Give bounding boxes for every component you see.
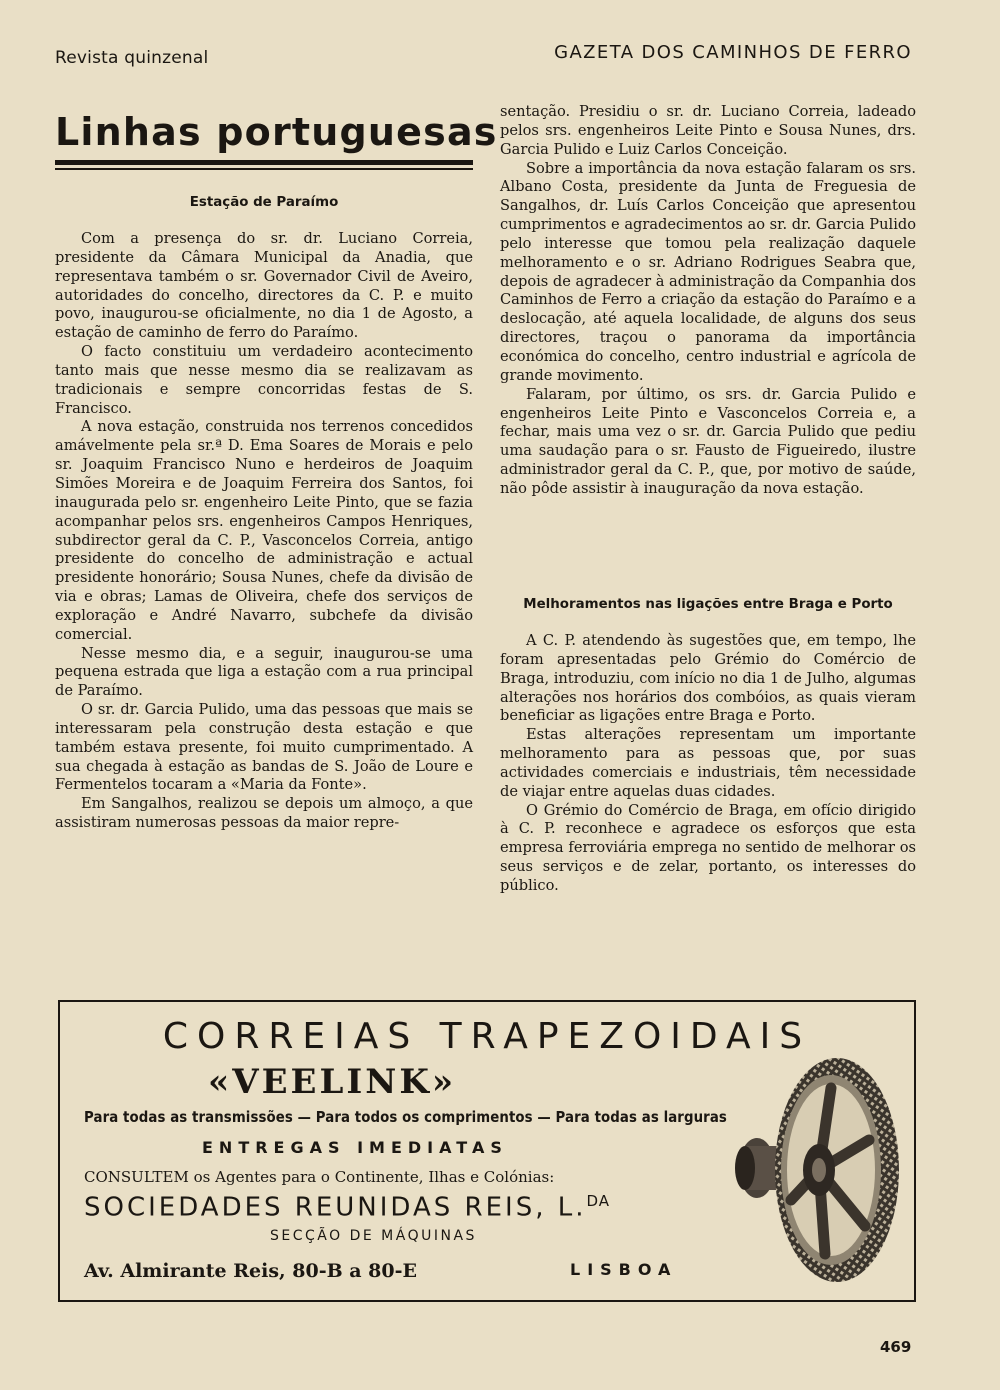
ad-tagline: Para todas as transmissões — Para todos os comprimentos — Para todas as larguras — [84, 1108, 727, 1126]
paragraph: A nova estação, construida nos terrenos concedidos amávelmente pela sr.ª D. Ema Soares de Morais e pelo sr. Joaquim Francisco Nuno e herdeiros de Joaquim Simões Moreira e de Joaquim Ferreira dos Santos, foi inaugurada pelo sr. engenheiro Leite Pinto, que se fazia acompanhar pelos srs. engenheiros Campos Henriques, subdirector geral da C. P., Vasconcelos Correia, antigo presidente do concelho de administração e actual presidente honorário; Sousa Nunes, chefe da divisão de via e obras; Lamas de Oliveira, chefe dos serviços de exploração e André Navarro, subchefe da divisão comercial. — [55, 418, 473, 643]
paragraph: A C. P. atendendo às sugestões que, em tempo, lhe foram apresentadas pelo Grémio do Comércio de Braga, introduziu, com início no dia 1 de Julho, algumas alterações nos horários dos combóios, as quais vieram beneficiar as ligações entre Braga e Porto. — [500, 632, 916, 725]
section-heading-paraimo: Estação de Paraímo — [189, 195, 339, 210]
paragraph: O Grémio do Comércio de Braga, em ofício dirigido à C. P. reconhece e agradece os esforços que esta empresa ferroviária emprega no sentido de melhorar os seus serviços e de zelar, portanto, os interesses do público. — [500, 801, 916, 894]
article-title: Linhas portuguesas — [55, 110, 498, 154]
running-header-left: Revista quinzenal — [55, 48, 209, 68]
running-header-right: GAZETA DOS CAMINHOS DE FERRO — [554, 42, 912, 63]
section-heading-braga-porto: Melhoramentos nas ligações entre Braga e Porto — [523, 597, 893, 612]
article-column-right-bottom — [500, 632, 916, 896]
paragraph: Com a presença do sr. dr. Luciano Correia, presidente da Câmara Municipal da Anadia, que representava também o sr. Governador Civil de Aveiro, autoridades do concelho, directores da C. P. e muito povo, inaugurou-se oficialmente, no dia 1 de Agosto, a estação de caminho de ferro do Paraímo. — [55, 230, 473, 342]
ad-company-text: SOCIEDADES REUNIDAS REIS, L. — [84, 1192, 587, 1223]
v-belt-pulley-icon — [725, 1050, 905, 1290]
paragraph: O sr. dr. Garcia Pulido, uma das pessoas que mais se interessaram pela construção desta estação e que também estava presente, foi muito cumprimentado. A sua chegada à estação as bandas de S. João de Loure e Fermentelos tocaram a «Maria da Fonte». — [55, 701, 473, 794]
title-rule-thick — [55, 160, 473, 165]
article-column-right-top — [500, 103, 916, 499]
ad-brand-name: «VEELINK» — [208, 1062, 457, 1102]
ad-consult-line: CONSULTEM os Agentes para o Continente, Ilhas e Colónias: — [84, 1168, 555, 1186]
ad-city: LISBOA — [570, 1260, 678, 1279]
page-number: 469 — [880, 1338, 912, 1356]
ad-deliveries: ENTREGAS IMEDIATAS — [202, 1138, 508, 1157]
ad-section: SECÇÃO DE MÁQUINAS — [270, 1228, 477, 1244]
ad-headline: CORREIAS TRAPEZOIDAIS — [162, 1016, 812, 1057]
paragraph: Estas alterações representam um importante melhoramento para as pessoas que, por suas actividades comerciais e industriais, têm necessidade de viajar entre aquelas duas cidades. — [500, 726, 916, 800]
paragraph: O facto constituiu um verdadeiro acontecimento tanto mais que nesse mesmo dia se realizavam as tradicionais e sempre concorridas festas de S. Francisco. — [55, 343, 473, 417]
paragraph: Em Sangalhos, realizou se depois um almoço, a que assistiram numerosas pessoas da maior repre- — [55, 795, 473, 832]
ad-address: Av. Almirante Reis, 80-B a 80-E — [84, 1260, 417, 1282]
paragraph: Sobre a importância da nova estação falaram os srs. Albano Costa, presidente da Junta de Freguesia de Sangalhos, dr. Luís Carlos Conceição que apresentou cumprimentos e agradecimentos ao sr. dr. Garcia Pulido pelo interesse que tomou pela realização daquele melhoramento e o sr. Adriano Rodrigues Seabra que, depois de agradecer à administração da Companhia dos Caminhos de Ferro a criação da estação do Paraímo e a deslocação, até aquela localidade, de alguns dos seus directores, traçou o panorama da importância económica do concelho, centro industrial e agrícola de grande movimento. — [500, 159, 916, 384]
article-column-left — [55, 230, 473, 833]
paragraph: Nesse mesmo dia, e a seguir, inaugurou-se uma pequena estrada que liga a estação com a rua principal de Paraímo. — [55, 644, 473, 700]
paragraph: Falaram, por último, os srs. dr. Garcia Pulido e engenheiros Leite Pinto e Vasconcelos Correia e, a fechar, mais uma vez o sr. dr. Garcia Pulido que pediu uma saudação para o sr. Fausto de Figueiredo, ilustre administrador geral da C. P., que, por motivo de saúde, não pôde assistir à inauguração da nova estação. — [500, 385, 916, 497]
paragraph: sentação. Presidiu o sr. dr. Luciano Correia, ladeado pelos srs. engenheiros Leite Pinto e Sousa Nunes, drs. Garcia Pulido e Luiz Carlos Conceição. — [500, 103, 916, 158]
ad-company-name — [84, 1192, 610, 1223]
advertisement-box — [58, 1000, 916, 1302]
article-title-block — [55, 110, 498, 170]
ad-company-suffix: DA — [586, 1192, 611, 1210]
title-rule-thin — [55, 168, 473, 170]
